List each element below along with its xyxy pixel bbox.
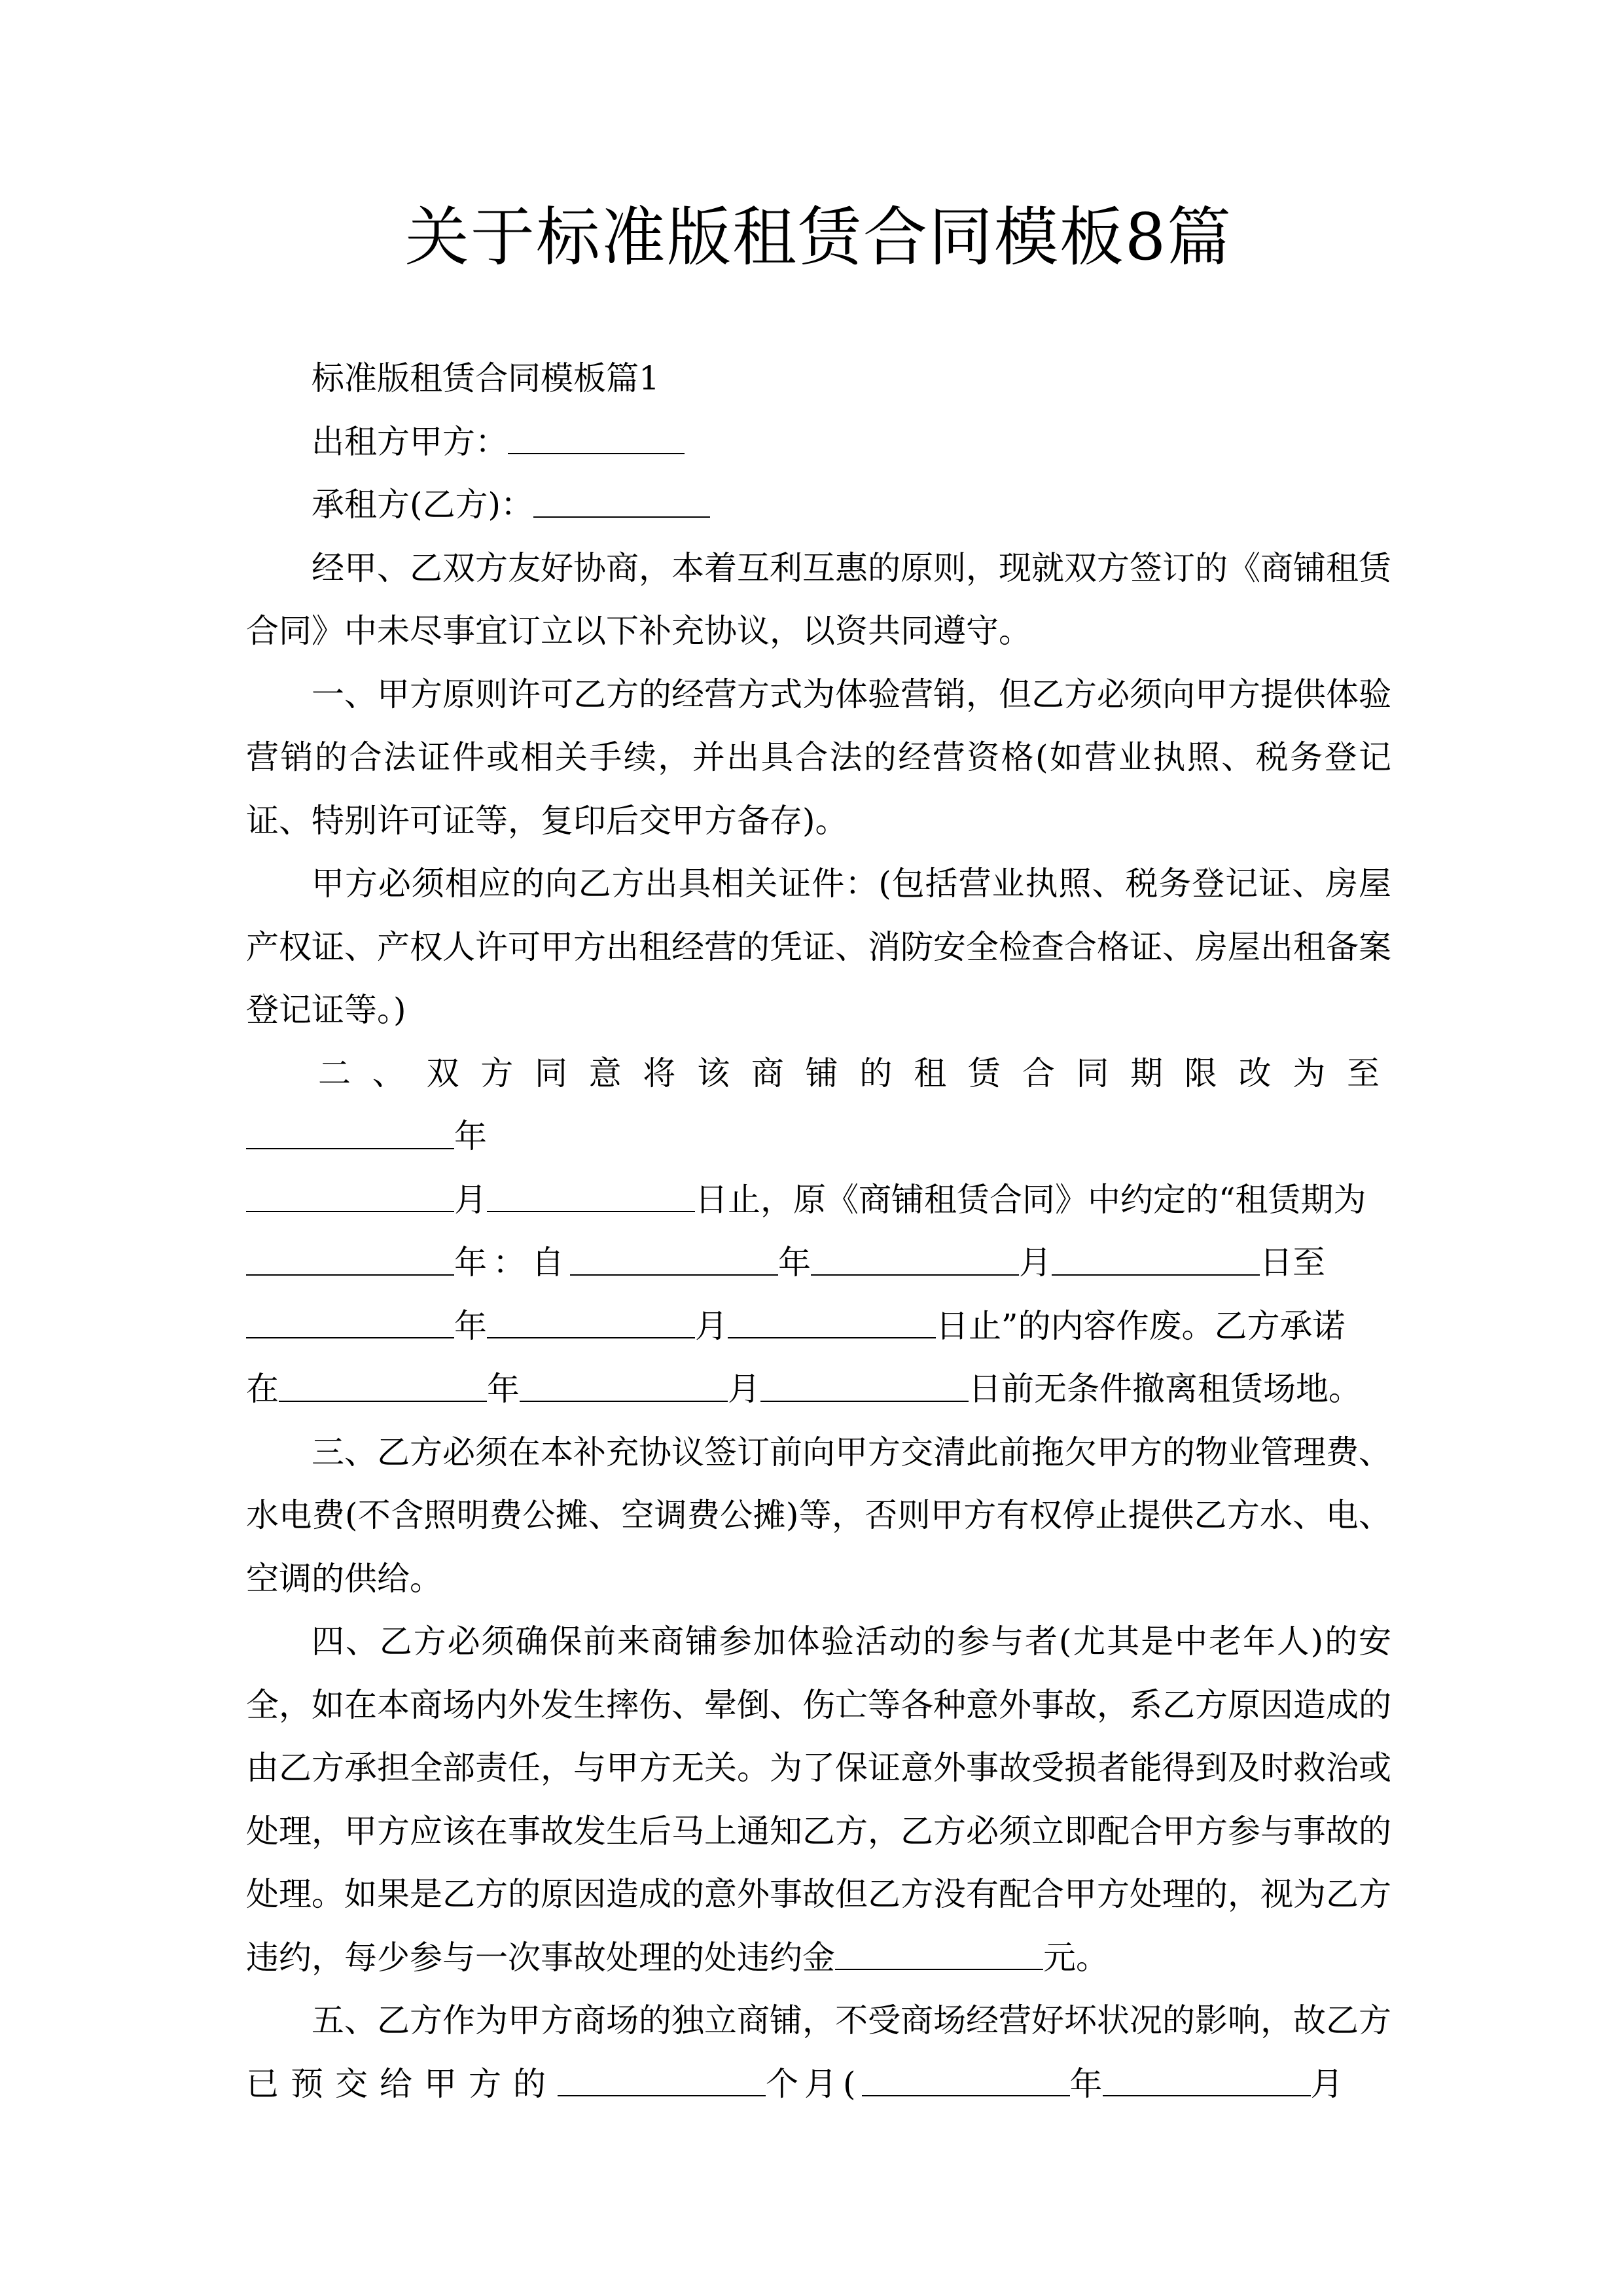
- original-end-day-blank[interactable]: [728, 1304, 936, 1338]
- clause-3-paragraph: 三、乙方必须在本补充协议签订前向甲方交清此前拖欠甲方的物业管理费、水电费(不含照明费公摊、空调费公摊)等，否则甲方有权停止提供乙方水、电、空调的供给。: [246, 1433, 1391, 1598]
- penalty-amount-blank[interactable]: [835, 1936, 1043, 1970]
- vacate-day-blank[interactable]: [760, 1368, 969, 1402]
- lessee-blank-field[interactable]: [533, 484, 710, 518]
- original-start-day-blank[interactable]: [1052, 1242, 1260, 1276]
- lessee-line: [246, 473, 1391, 537]
- original-term-years-blank[interactable]: [246, 1242, 454, 1276]
- clause-2-paragraph: 二、双方同意将该商铺的租赁合同期限改为至年 月 日止，原《商铺租赁合同》中约定的“租赁期为 年：自 年 月 日至 年 月 日止”的内容作废。乙方承诺 在 年 月 日前无条件撤离租赁场地。: [246, 1054, 1391, 1408]
- clause-1b-paragraph: 甲方必须相应的向乙方出具相关证件：(包括营业执照、税务登记证、房屋产权证、产权人许可甲方出租经营的凭证、消防安全检查合格证、房屋出租备案登记证等。): [246, 865, 1391, 1029]
- vacate-year-blank[interactable]: [279, 1368, 487, 1402]
- document-body: [246, 347, 1391, 2115]
- prepaid-month-blank[interactable]: [1103, 2062, 1311, 2096]
- clause-5-paragraph: 五、乙方作为甲方商场的独立商铺，不受商场经营好坏状况的影响，故乙方 已预交给甲方的 个月( 年 月: [246, 2001, 1391, 2103]
- original-end-month-blank[interactable]: [487, 1304, 695, 1338]
- original-end-year-blank[interactable]: [246, 1304, 454, 1338]
- intro-paragraph: 经甲、乙双方友好协商，本着互利互惠的原则，现就双方签订的《商铺租赁合同》中未尽事宜订立以下补充协议，以资共同遵守。: [246, 548, 1391, 650]
- lessor-line: [246, 410, 1391, 474]
- lease-end-year-blank[interactable]: [246, 1115, 454, 1149]
- lease-end-day-blank[interactable]: [487, 1178, 695, 1212]
- vacate-month-blank[interactable]: [520, 1368, 728, 1402]
- lessor-label: 出租方甲方：: [312, 422, 508, 461]
- prepaid-months-blank[interactable]: [558, 2062, 766, 2096]
- lessor-blank-field[interactable]: [508, 420, 685, 454]
- lease-end-month-blank[interactable]: [246, 1178, 454, 1212]
- original-start-month-blank[interactable]: [811, 1242, 1019, 1276]
- original-start-year-blank[interactable]: [570, 1242, 778, 1276]
- section-heading: 标准版租赁合同模板篇1: [312, 359, 660, 397]
- clause-1-paragraph: 一、甲方原则许可乙方的经营方式为体验营销，但乙方必须向甲方提供体验营销的合法证件或相关手续，并出具合法的经营资格(如营业执照、税务登记证、特别许可证等，复印后交甲方备存)。: [246, 675, 1391, 840]
- clause-4-paragraph: 四、乙方必须确保前来商铺参加体验活动的参与者(尤其是中老年人)的安全，如在本商场内外发生摔伤、晕倒、伤亡等各种意外事故，系乙方原因造成的由乙方承担全部责任，与甲方无关。为了保证意外事故受损者能得到及时救治或处理，甲方应该在事故发生后马上通知乙方，乙方必须立即配合甲方参与事故的处理。如果是乙方的原因造成的意外事故但乙方没有配合甲方处理的，视为乙方违约，每少参与一次事故处理的处违约金 元。: [246, 1623, 1391, 1977]
- document-title: 关于标准版租赁合同模板8篇: [404, 200, 1233, 275]
- lessee-label: 承租方(乙方)：: [312, 486, 534, 524]
- prepaid-year-blank[interactable]: [862, 2062, 1070, 2096]
